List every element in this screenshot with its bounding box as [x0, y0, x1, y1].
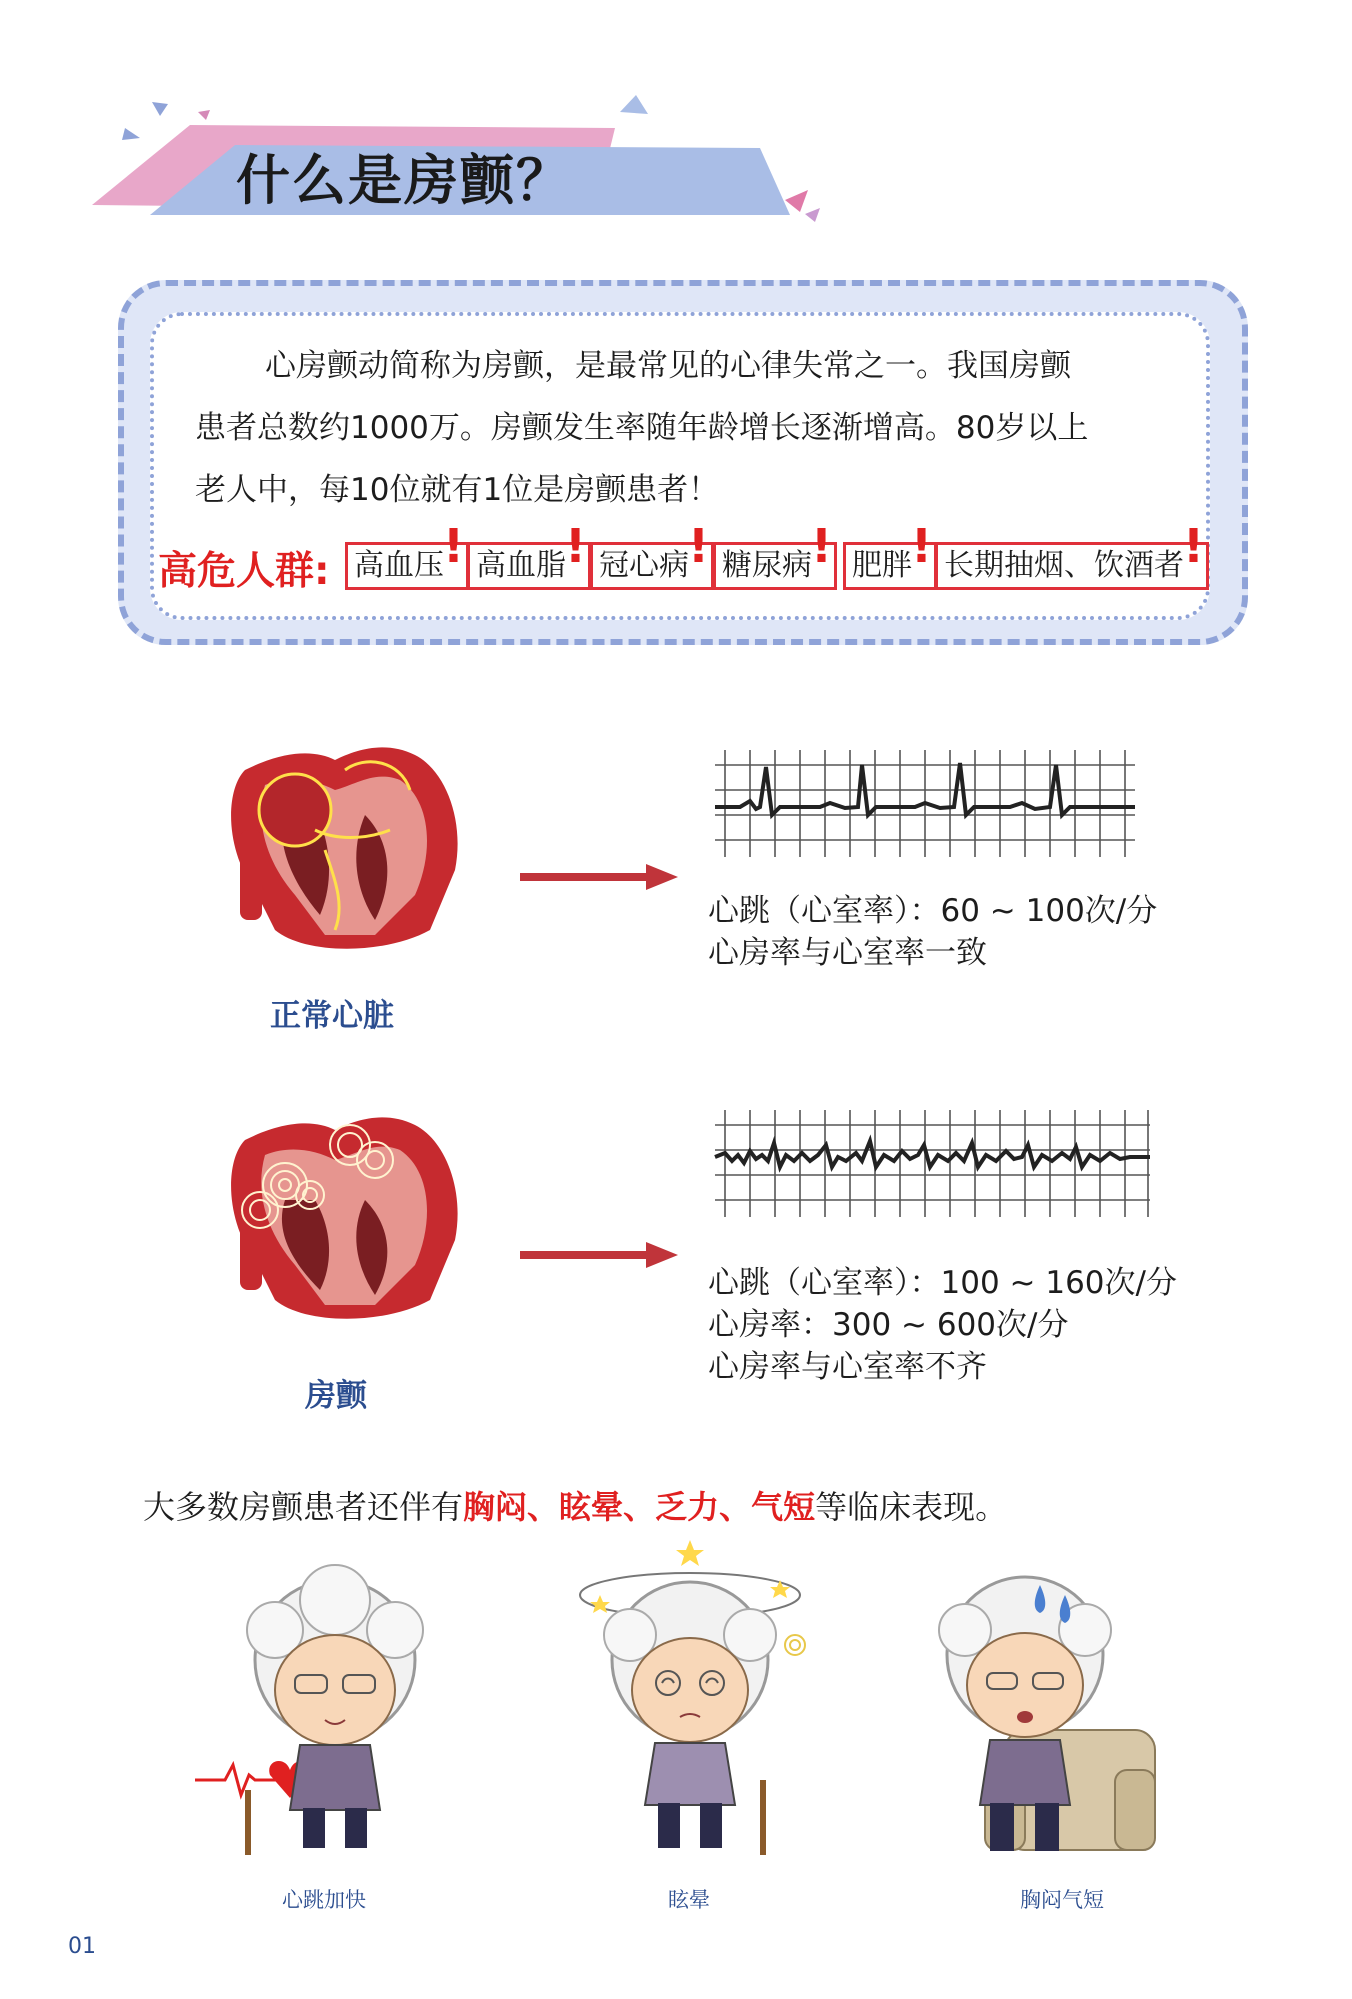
intro-paragraph-line-3: 老人中，每10位就有1位是房颤患者！: [195, 472, 720, 508]
intro-paragraph-line-2: 患者总数约1000万。房颤发生率随年龄增长逐渐增高。80岁以上: [195, 410, 1089, 446]
risk-tag-text: 高血压: [354, 548, 444, 583]
symptom-fatigue: 乏力: [655, 1488, 720, 1526]
symptom-shortness-of-breath: 气短: [751, 1488, 816, 1526]
symptom-sentence: [143, 1482, 1007, 1528]
symptom-chest-tightness: 胸闷: [463, 1488, 528, 1526]
af-rate-irregular-text: 心房率与心室率不齐: [708, 1349, 987, 1385]
arrow-icon: [520, 862, 680, 892]
risk-tag-text: 肥胖: [852, 548, 912, 583]
risk-group-label: 高危人群:: [158, 549, 330, 594]
elderly-chest-tightness-illustration: [915, 1555, 1165, 1860]
normal-rate-consistency-text: 心房率与心室率一致: [708, 935, 987, 971]
exclamation-icon: !: [1183, 519, 1204, 573]
exclamation-icon: !: [688, 519, 709, 573]
risk-tag-obesity: [843, 519, 937, 590]
figure-caption-palpitation: 心跳加快: [282, 1888, 366, 1912]
elderly-palpitation-illustration: [185, 1560, 465, 1860]
exclamation-icon: !: [811, 519, 832, 573]
figure-caption-chest-tightness: 胸闷气短: [1020, 1888, 1104, 1912]
af-caption: 房颤: [305, 1378, 367, 1414]
symptom-separator: 、: [623, 1488, 656, 1526]
symptom-prefix: 大多数房颤患者还伴有: [143, 1488, 464, 1526]
normal-heart-rate-text: 心跳（心室率）：60 ~ 100次/分: [708, 893, 1158, 929]
exclamation-icon: !: [565, 519, 586, 573]
af-atrial-rate-text: 心房率：300 ~ 600次/分: [708, 1307, 1069, 1343]
risk-tag-text: 长期抽烟、饮酒者: [944, 548, 1184, 583]
normal-heart-caption: 正常心脏: [270, 998, 394, 1034]
af-ventricular-rate-text: 心跳（心室率）：100 ~ 160次/分: [708, 1265, 1177, 1301]
figure-caption-dizziness: 眩晕: [668, 1888, 710, 1912]
arrow-icon: [520, 1240, 680, 1270]
normal-ecg-chart: [710, 745, 1140, 860]
risk-tag-coronary: [590, 519, 714, 590]
page-title: 什么是房颤？: [236, 149, 572, 212]
symptom-suffix: 等临床表现。: [815, 1488, 1008, 1526]
af-ecg-chart: [710, 1105, 1155, 1220]
exclamation-icon: !: [911, 519, 932, 573]
risk-tag-smoking-drinking: [935, 519, 1209, 590]
intro-paragraph-line-1: 心房颤动简称为房颤，是最常见的心律失常之一。我国房颤: [265, 348, 1071, 384]
page-number: 01: [68, 1934, 96, 1959]
risk-tag-hyperlipidemia: [467, 519, 591, 590]
elderly-dizziness-illustration: [560, 1535, 820, 1860]
symptom-separator: 、: [719, 1488, 752, 1526]
risk-tag-hypertension: [345, 519, 469, 590]
symptom-separator: 、: [527, 1488, 560, 1526]
normal-heart-illustration: [215, 730, 465, 960]
risk-tag-text: 高血脂: [476, 548, 566, 583]
risk-tag-text: 冠心病: [599, 548, 689, 583]
symptom-dizziness: 眩晕: [559, 1488, 624, 1526]
risk-tag-text: 糖尿病: [722, 548, 812, 583]
exclamation-icon: !: [443, 519, 464, 573]
risk-tag-diabetes: [713, 519, 837, 590]
af-heart-illustration: [215, 1100, 465, 1330]
title-banner: [0, 0, 1352, 260]
